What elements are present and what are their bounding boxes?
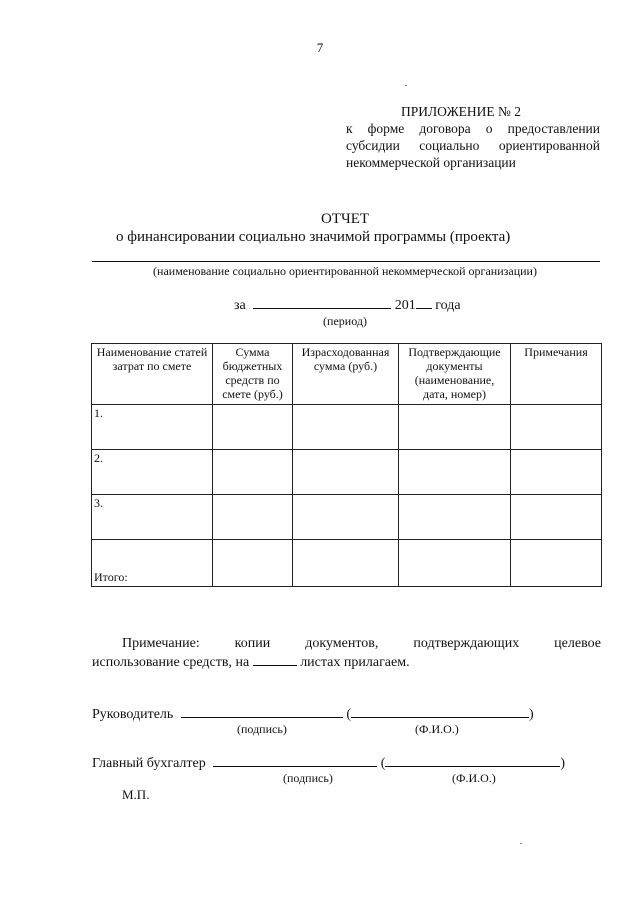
note-line-2-start: использование средств, на <box>92 655 250 670</box>
table-cell[interactable] <box>293 450 399 495</box>
head-signature-row: Руководитель ( ) <box>92 707 534 722</box>
table-header-row <box>92 344 602 405</box>
sheets-count-field[interactable] <box>253 653 297 666</box>
period-prefix: за <box>234 298 246 313</box>
year-prefix: 201 <box>394 298 416 313</box>
table-cell[interactable] <box>213 540 293 587</box>
table-cell[interactable] <box>293 405 399 450</box>
table-row <box>92 495 602 540</box>
head-signature-field[interactable] <box>181 705 343 718</box>
table-cell[interactable] <box>511 405 602 450</box>
table-cell[interactable] <box>511 540 602 587</box>
table-row <box>92 405 602 450</box>
header-budget-amount: Сумма бюджетных средств по смете (руб.) <box>213 344 293 405</box>
scan-speck <box>520 843 522 844</box>
note-line-1: Примечание: копии документов, подтверждающих целевое <box>122 636 601 651</box>
header-spent-amount: Израсходованная сумма (руб.) <box>293 344 399 405</box>
head-name-caption: (Ф.И.О.) <box>415 722 459 736</box>
accountant-label: Главный бухгалтер <box>92 756 206 771</box>
table-cell[interactable] <box>399 495 511 540</box>
report-title: ОТЧЕТ <box>320 211 370 227</box>
attachment-note <box>92 634 601 672</box>
head-name-field[interactable] <box>351 705 529 718</box>
period-field[interactable] <box>253 296 391 309</box>
accountant-signature-field[interactable] <box>213 754 377 767</box>
appendix-line-3: некоммерческой организации <box>346 155 516 170</box>
head-signature-caption: (подпись) <box>237 722 287 736</box>
appendix-line-2: субсидии социально ориентированной <box>346 138 600 153</box>
table-cell[interactable] <box>511 450 602 495</box>
accountant-name-caption: (Ф.И.О.) <box>452 771 496 785</box>
accountant-name-field[interactable] <box>385 754 560 767</box>
table-cell[interactable] <box>293 495 399 540</box>
appendix-line-1: к форме договора о предоставлении <box>346 121 600 136</box>
appendix-block <box>346 103 600 171</box>
header-expense-items: Наименование статей затрат по смете <box>92 344 213 405</box>
year-suffix: года <box>435 298 461 313</box>
report-subtitle: о финансировании социально значимой программы (проекта) <box>116 229 511 245</box>
row-number: 2. <box>92 450 213 495</box>
row-number: 1. <box>92 405 213 450</box>
accountant-signature-caption: (подпись) <box>283 771 333 785</box>
table-cell[interactable] <box>399 450 511 495</box>
stamp-place: М.П. <box>122 787 150 802</box>
scan-speck <box>405 85 407 86</box>
table-cell[interactable] <box>213 405 293 450</box>
page-number: 7 <box>316 40 324 55</box>
table-cell[interactable] <box>399 405 511 450</box>
period-caption: (период) <box>323 314 367 328</box>
org-name-field[interactable] <box>92 261 600 262</box>
year-field[interactable] <box>416 296 432 309</box>
note-line-2-end: листах прилагаем. <box>300 655 410 670</box>
appendix-title: ПРИЛОЖЕНИЕ № 2 <box>401 104 522 119</box>
total-label: Итого: <box>92 540 213 587</box>
table-cell[interactable] <box>213 450 293 495</box>
header-documents: Подтверждающие документы (наименование, дата, номер) <box>399 344 511 405</box>
head-label: Руководитель <box>92 707 174 722</box>
table-cell[interactable] <box>511 495 602 540</box>
table-cell[interactable] <box>399 540 511 587</box>
org-name-caption: (наименование социально ориентированной некоммерческой организации) <box>153 264 537 278</box>
table-cell[interactable] <box>293 540 399 587</box>
accountant-signature-row: Главный бухгалтер ( ) <box>92 756 566 771</box>
header-notes: Примечания <box>511 344 602 405</box>
row-number: 3. <box>92 495 213 540</box>
table-row <box>92 450 602 495</box>
period-row <box>234 296 461 314</box>
table-total-row <box>92 540 602 587</box>
table-cell[interactable] <box>213 495 293 540</box>
report-table <box>91 343 602 587</box>
